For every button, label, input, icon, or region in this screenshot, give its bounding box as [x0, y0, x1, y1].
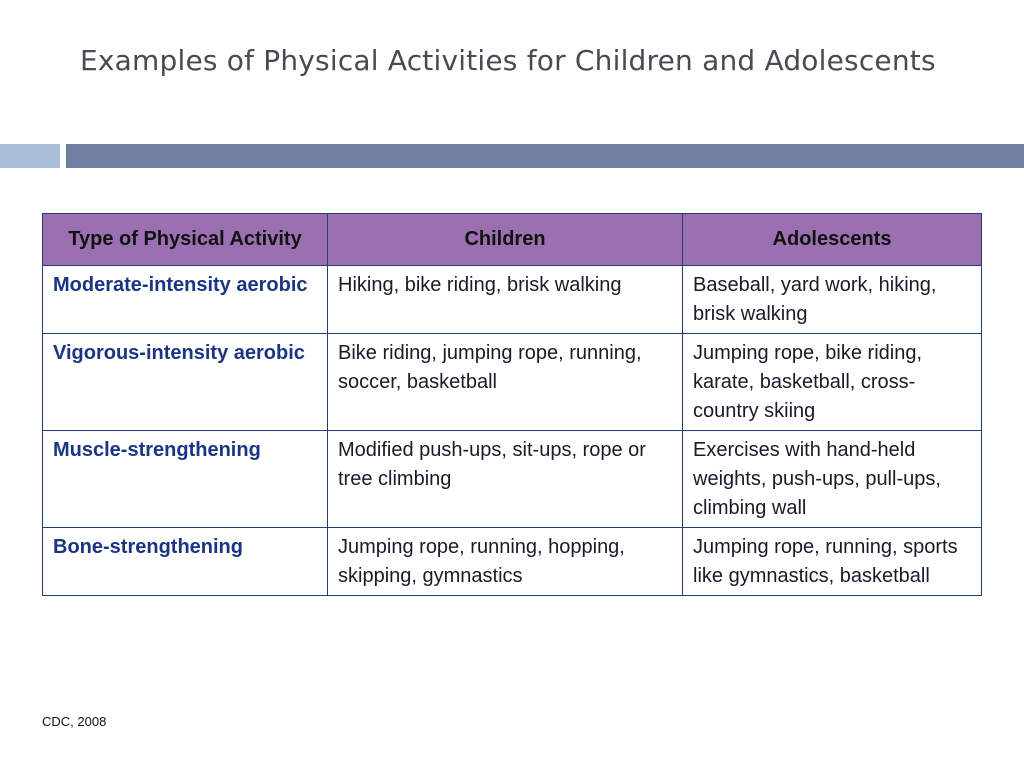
table-row	[43, 528, 982, 596]
adolescents-cell: Baseball, yard work, hiking, brisk walking	[683, 266, 982, 334]
adolescents-cell: Exercises with hand-held weights, push-ups, pull-ups, climbing wall	[683, 431, 982, 528]
adolescents-cell: Jumping rope, running, sports like gymnastics, basketball	[683, 528, 982, 596]
activities-table	[42, 213, 982, 596]
activity-type-cell: Moderate-intensity aerobic	[43, 266, 328, 334]
table-header-row	[43, 214, 982, 266]
accent-bar-right	[66, 144, 1024, 168]
table-row	[43, 334, 982, 431]
children-cell: Bike riding, jumping rope, running, soccer, basketball	[328, 334, 683, 431]
children-cell: Jumping rope, running, hopping, skipping, gymnastics	[328, 528, 683, 596]
adolescents-cell: Jumping rope, bike riding, karate, basketball, cross-country skiing	[683, 334, 982, 431]
table-row	[43, 431, 982, 528]
table-row	[43, 266, 982, 334]
header-children: Children	[328, 214, 683, 266]
header-type: Type of Physical Activity	[43, 214, 328, 266]
activity-type-cell: Bone-strengthening	[43, 528, 328, 596]
accent-bar-left	[0, 144, 60, 168]
header-adolescents: Adolescents	[683, 214, 982, 266]
activity-type-cell: Muscle-strengthening	[43, 431, 328, 528]
children-cell: Modified push-ups, sit-ups, rope or tree climbing	[328, 431, 683, 528]
activity-type-cell: Vigorous-intensity aerobic	[43, 334, 328, 431]
slide-title: Examples of Physical Activities for Children and Adolescents	[80, 44, 936, 77]
source-citation: CDC, 2008	[42, 714, 107, 729]
children-cell: Hiking, bike riding, brisk walking	[328, 266, 683, 334]
